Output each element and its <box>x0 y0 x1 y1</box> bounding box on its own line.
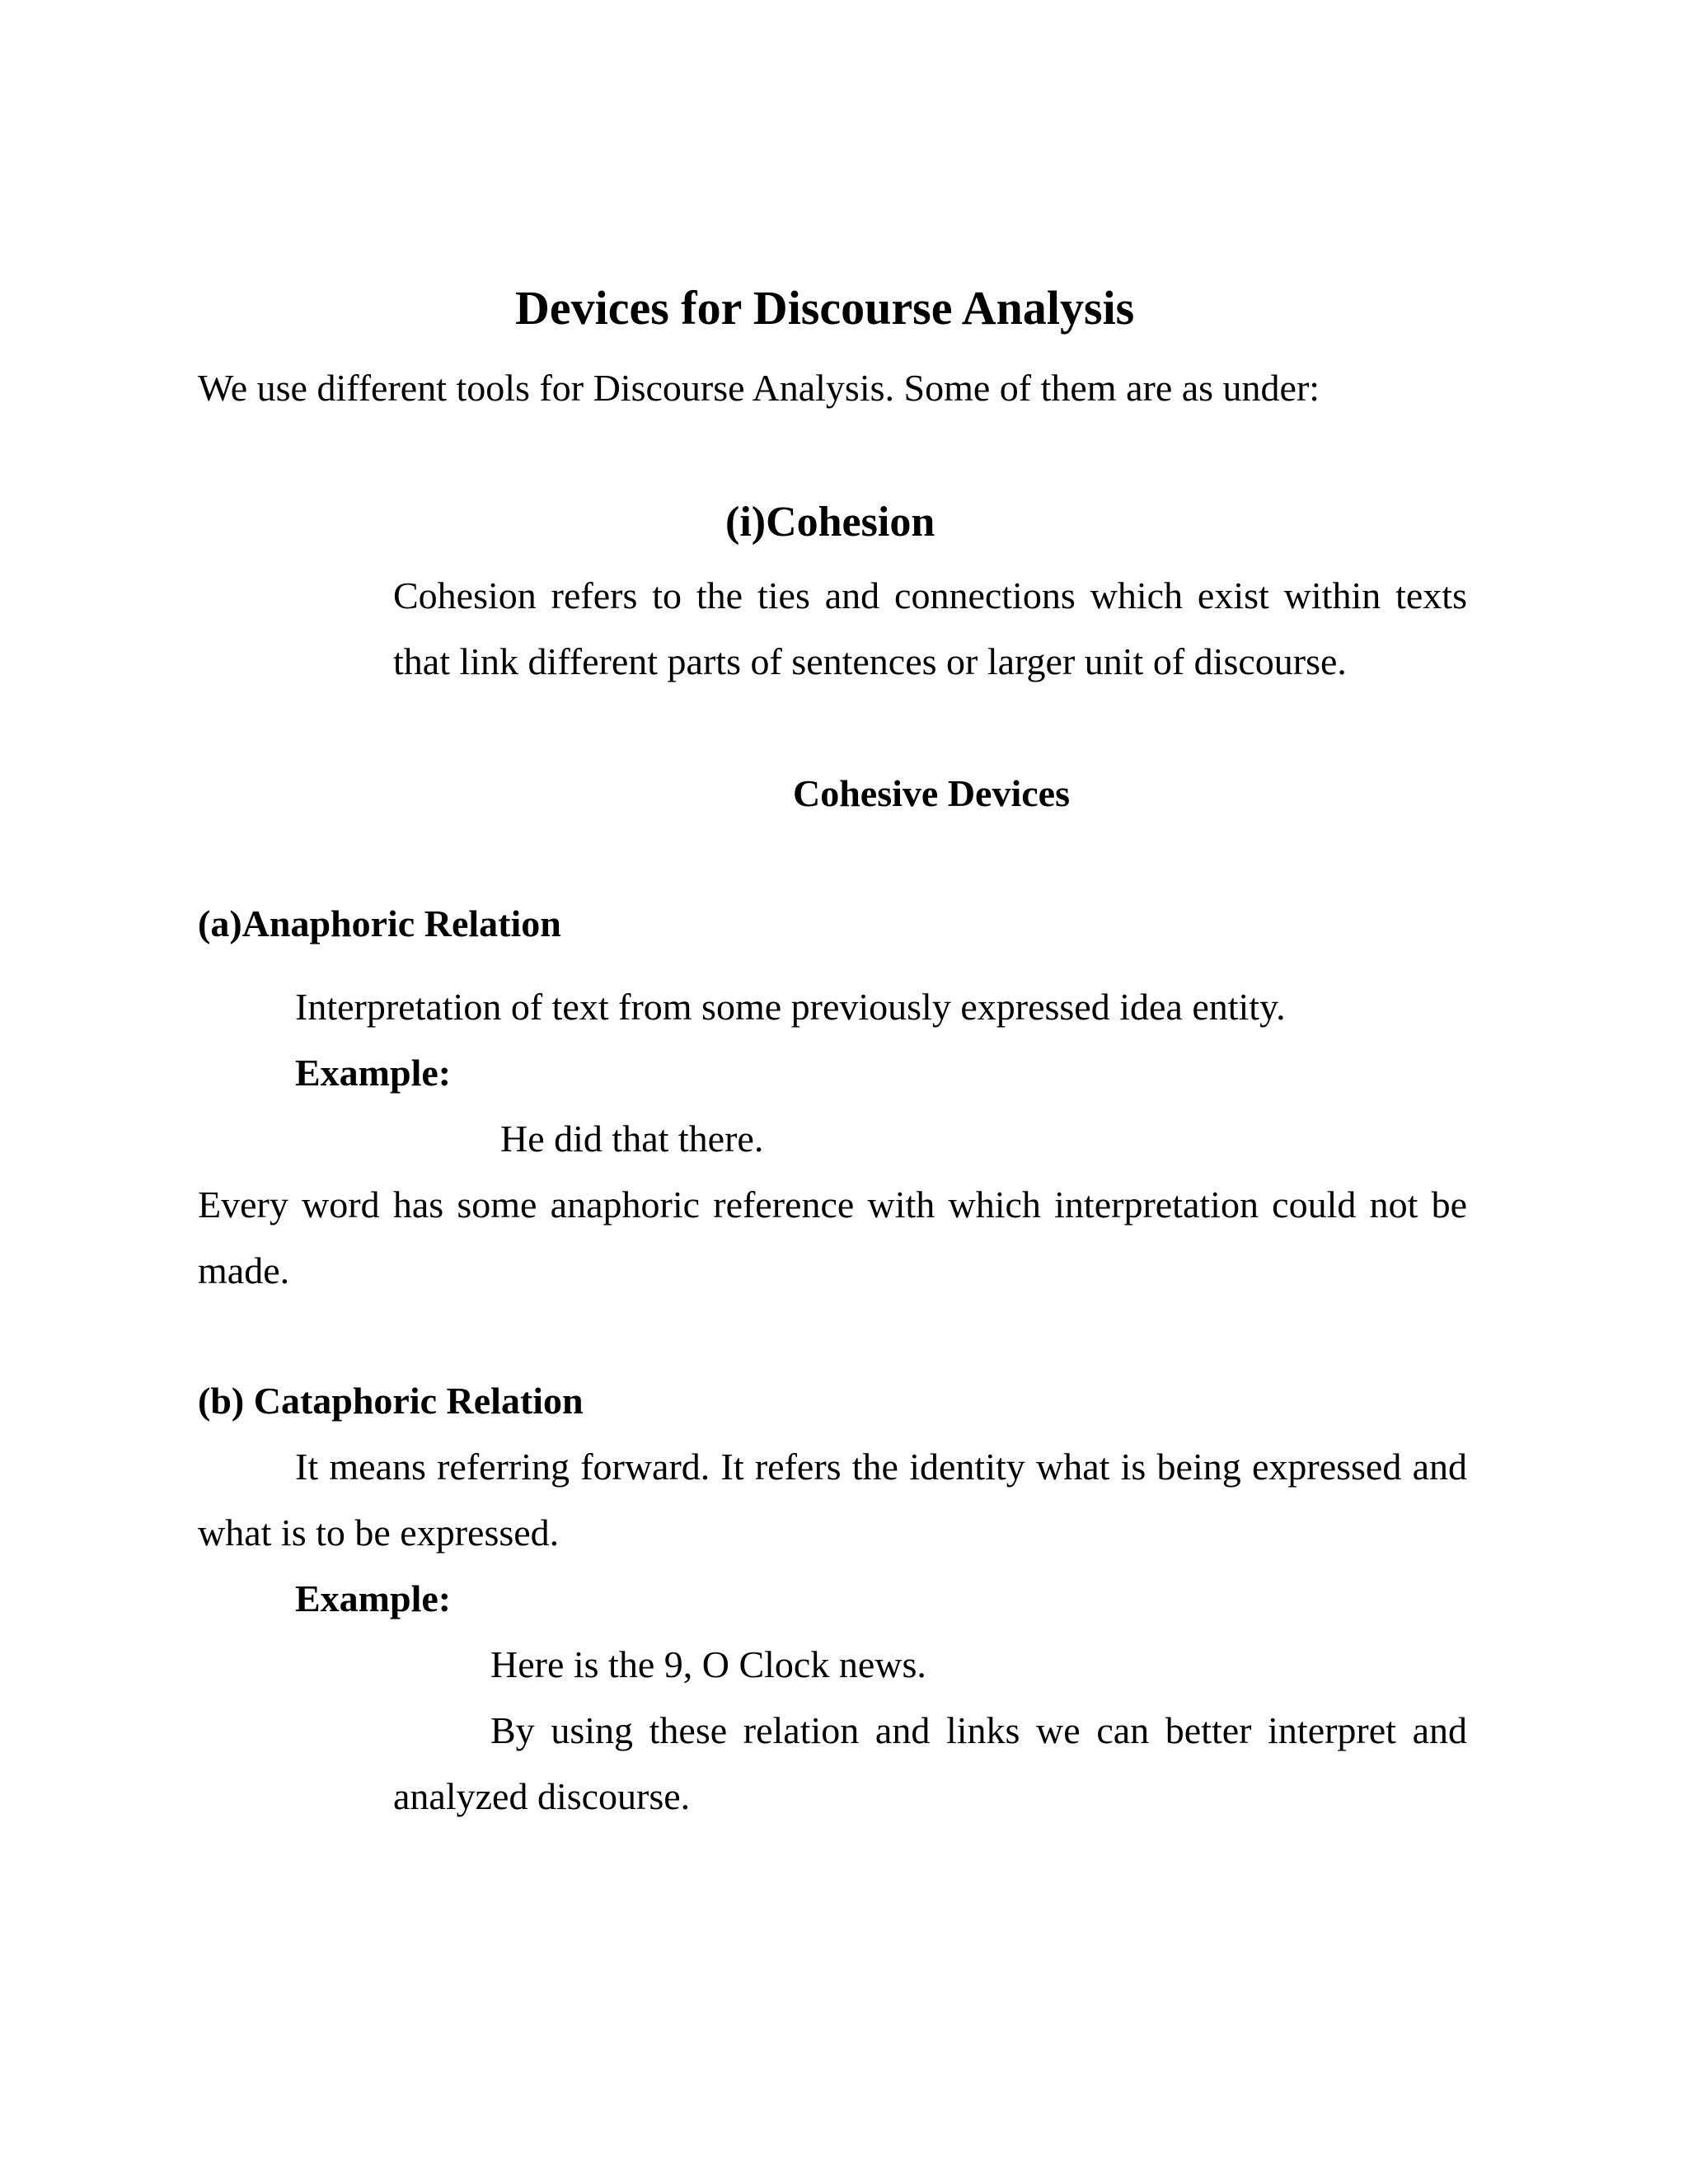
intro-paragraph: We use different tools for Discourse Analysis. Some of them are as under: <box>198 367 1320 409</box>
cataphoric-definition-line-1: It means referring forward. It refers the identity what is being expressed and <box>295 1446 1467 1488</box>
anaphoric-note-line-2: made. <box>198 1249 290 1291</box>
cataphoric-heading: (b) Cataphoric Relation <box>198 1380 584 1422</box>
cohesion-heading: (i)Cohesion <box>725 499 935 546</box>
cataphoric-example: Here is the 9, O Clock news. <box>490 1643 926 1685</box>
conclusion-line-2: analyzed discourse. <box>393 1775 691 1817</box>
page-title: Devices for Discourse Analysis <box>515 281 1135 335</box>
cohesion-definition-line-2: that link different parts of sentences or larger unit of discourse. <box>393 640 1347 682</box>
anaphoric-note-line-1: Every word has some anaphoric reference with which interpretation could not be <box>198 1183 1467 1226</box>
anaphoric-example: He did that there. <box>500 1118 764 1160</box>
cataphoric-definition-line-2: what is to be expressed. <box>198 1511 560 1554</box>
anaphoric-example-label: Example: <box>295 1052 452 1094</box>
conclusion-line-1: By using these relation and links we can better interpret and <box>490 1709 1467 1751</box>
anaphoric-definition: Interpretation of text from some previously expressed idea entity. <box>295 986 1286 1028</box>
cohesive-devices-subheading: Cohesive Devices <box>793 772 1070 814</box>
cohesion-definition-line-1: Cohesion refers to the ties and connections which exist within texts <box>393 574 1467 616</box>
cataphoric-example-label: Example: <box>295 1577 452 1619</box>
anaphoric-heading: (a)Anaphoric Relation <box>198 902 561 944</box>
